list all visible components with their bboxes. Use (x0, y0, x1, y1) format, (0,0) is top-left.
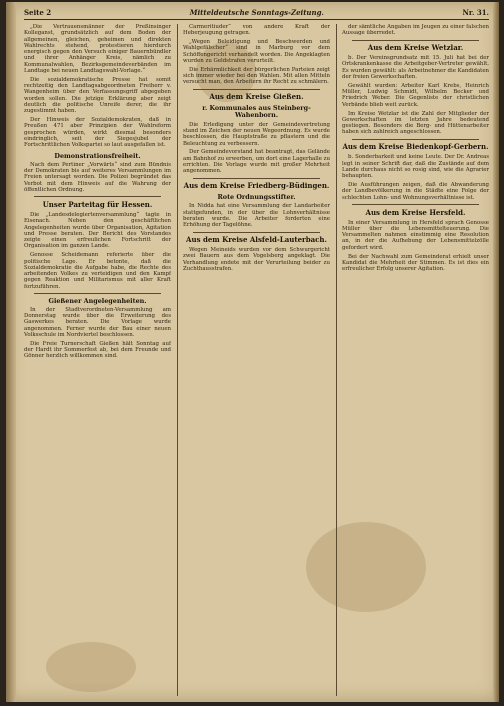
paragraph: Bei der Nachwahl zum Gemeinderat erhielt unser Kandidat die Mehrheit der Stimmen. Es ist dies ein erfreulicher Erfolg unserer Agitation. (342, 253, 489, 273)
paragraph: In der Stadtverordneten-Versammlung am Donnerstag wurde über die Erweiterung des Gaswerkes beraten. Die Vorlage wurde angenommen. Ferner wurde der Bau einer neuen Volksschule im Nordviertel beschlossen. (24, 306, 171, 338)
column-3 (336, 24, 489, 696)
paragraph: Die Erbärmlichkeit der bürgerlichen Parteien zeigt sich immer wieder bei den Wahlen. Mit allen Mitteln versucht man, den Arbeitern ihr Recht zu schmälern. (183, 66, 330, 86)
paragraph: In einer Versammlung in Hersfeld sprach Genosse Müller über die Lebensmittelteuerung. Die Versammelten nahmen einstimmig eine Resolution an, in der die Aufhebung der Lebensmittelzölle gefordert wird. (342, 219, 489, 251)
section-heading: Aus dem Kreise Gießen. (209, 92, 304, 102)
section-heading: Aus dem Kreise Hersfeld. (365, 207, 466, 217)
section-heading: Aus dem Kreise Wetzlar. (367, 43, 464, 53)
page-binding (6, 2, 16, 702)
divider (352, 204, 479, 205)
page-number-left: Seite 2 (24, 7, 52, 17)
divider (34, 196, 161, 197)
paragraph: „Die Vertrauensmänner der Preßinsinger Kolleganst, grundsätzlich auf dem Boden der allgemeinen, gleichen, geheimen und direkten Wahlrechts stehend, protestieren hierdurch energisch gegen den Versuch einiger Bauernbündler und ihrer Anhänger Kreis, nämlich zu Kommunalwahlen, Bezirksgemeindeverbänden im Landtage bei neuen Landtagswahl-Vorlage.“ (24, 24, 171, 75)
section-heading: Unser Parteitag für Hessen. (42, 199, 153, 209)
paragraph: Wegen Meineids wurden vor dem Schwurgericht zwei Bauern aus dem Vogelsberg angeklagt. Die Verhandlung endete mit der Verurteilung beider zu Zuchthausstrafen. (183, 247, 330, 273)
section-heading: Aus dem Kreise Friedberg-Büdingen. (183, 181, 330, 191)
page-edge (493, 2, 499, 702)
paragraph: Die Erledigung unter der Gemeindevertretung stand im Zeichen der neuen Wegeordnung. Es wurde beschlossen, die Hauptstraße zu pflastern und die Beleuchtung zu verbessern. (183, 121, 330, 147)
divider (193, 232, 320, 233)
divider (34, 293, 161, 294)
issue-number: Nr. 31. (462, 7, 489, 17)
paragraph: b. Sonderbarkeit und keine Leute. Der Dr. Andreas legt in seiner Schrift dar, daß die Zustände auf dem Lande durchaus nicht so rosig sind, wie die Agrarier behaupten. (342, 154, 489, 180)
paragraph: Genosse Scheidemann referierte über die politische Lage. Er betonte, daß die Sozialdemokratie die Aufgabe habe, die Rechte des arbeitenden Volkes zu verteidigen und den Kampf gegen Reaktion und Militarismus mit aller Kraft fortzuführen. (24, 252, 171, 290)
divider (193, 178, 320, 179)
paragraph: Gewählt wurden: Arbeiter Karl Krebs, Heinrich Müller, Ludwig Schmidt, Wilhelm Becker und Friedrich Weber. Die Gegenliste der christlichen Verbände blieb weit zurück. (342, 82, 489, 108)
paragraph: Die Ausführungen zeigen, daß die Abwanderung der Landbevölkerung in die Städte eine Folge der schlechten Lohn- und Wohnungsverhältnisse ist. (342, 182, 489, 201)
paragraph: Carmeritiuder“ von andere Kraft der Heberjeugung getragen. (183, 24, 330, 37)
header-rule (24, 19, 489, 20)
paragraph: Nach dem Pertiner „Vorwärts“ sind zum Bündnis der Demokraten bis auf weiteres Versammlungen im Freien untersagt worden. Die Polizei begründet das Verbot mit dem Hinweis auf die Wahrung der öffentlichen Ordnung. (24, 161, 171, 194)
paragraph: „Wegen Beleidigung und Beschwerden und Wahlgefälscher“ sind in Marburg vor dem Schöffengericht verhandelt worden. Die Angeklagten wurden zu Geldstrafen verurteilt. (183, 39, 330, 64)
paragraph: der sämtliche Angaben im Jeugen zu einer falschen Aussage überredet. (342, 24, 489, 37)
paragraph: Die Freie Turnerschaft Gießen hält Sonntag auf der Hardt ihr Sommerfest ab, bei dem Freunde und Gönner herzlich willkommen sind. (24, 340, 171, 360)
paragraph: Im Kreise Wetzlar ist die Zahl der Mitglieder der Gewerkschaften im letzten Jahre bedeutend gestiegen. Besonders die Berg- und Hüttenarbeiter haben sich zahlreich angeschlossen. (342, 110, 489, 136)
paragraph: Die sozialdemokratische Presse hat somit rechtzeitig den Landtagsabgeordneten Freiherr v. Wangenheim über den Verfassungsgriff abgegeben worden sollen. Die jetzige Erklärung aber zeigt deutlich die politische Unreife derer, die ihr zugestimmt haben. (24, 76, 171, 115)
article-columns (24, 24, 489, 696)
paragraph: Der Gemeindevorstand hat beantragt, das Gelände am Bahnhof zu erwerben, um dort eine Lagerhalle zu errichten. Die Vorlage wurde mit großer Mehrheit angenommen. (183, 149, 330, 175)
paragraph: Der Hinweis der Sozialdemokraten, daß in Preußen 471 aber Prinzipien der Wahlreform gesprochen würden, wirkt diesmal besonders eindringlich, seit der Siegesjubel der Fortschrittlichen Volkspartei so laut ausgefallen ist. (24, 117, 171, 149)
section-heading: Aus dem Kreise Alsfeld-Lauterbach. (186, 235, 327, 245)
section-heading: Aus dem Kreise Biedenkopf-Gerbern. (342, 142, 489, 152)
page-header (24, 6, 489, 18)
section-heading: Demonstrationsfreiheit. (54, 151, 141, 160)
article-heading: Rote Ordnungsstifter. (217, 193, 296, 202)
divider (352, 139, 479, 140)
newspaper-page (6, 2, 499, 702)
article-heading: r. Kommunales aus Steinberg-Wahenborn. (202, 104, 311, 120)
divider (193, 89, 320, 90)
paragraph: Die „Landesdelegiertenversammlung“ tagte in Eisenach. Neben den geschäftlichen Angelegenheiten wurde über Organisation, Agitation und Presse beraten. Der Bericht des Vorstandes zeigte einen erfreulichen Fortschritt der Organisation im ganzen Lande. (24, 211, 171, 250)
paragraph: b. Der Vereinsgrundsatz mit 15. Juli hat bei der Ortskrankenkasse die Arbeitgeber-Vertreter gewählt. Es wurden gewählt: als Arbeitnehmer die Kandidaten der freien Gewerkschaften. (342, 55, 489, 81)
column-1 (24, 24, 171, 696)
section-heading: Gießener Angelegenheiten. (48, 296, 147, 305)
divider (352, 40, 479, 41)
newspaper-title: Mitteldeutsche Sonntags-Zeitung. (189, 7, 324, 17)
paragraph: In Nidda hat eine Versammlung der Landarbeiter stattgefunden, in der über die Lohnverhältnisse beraten wurde. Die Arbeiter forderten eine Erhöhung der Tagelöhne. (183, 203, 330, 229)
column-2 (177, 24, 330, 696)
